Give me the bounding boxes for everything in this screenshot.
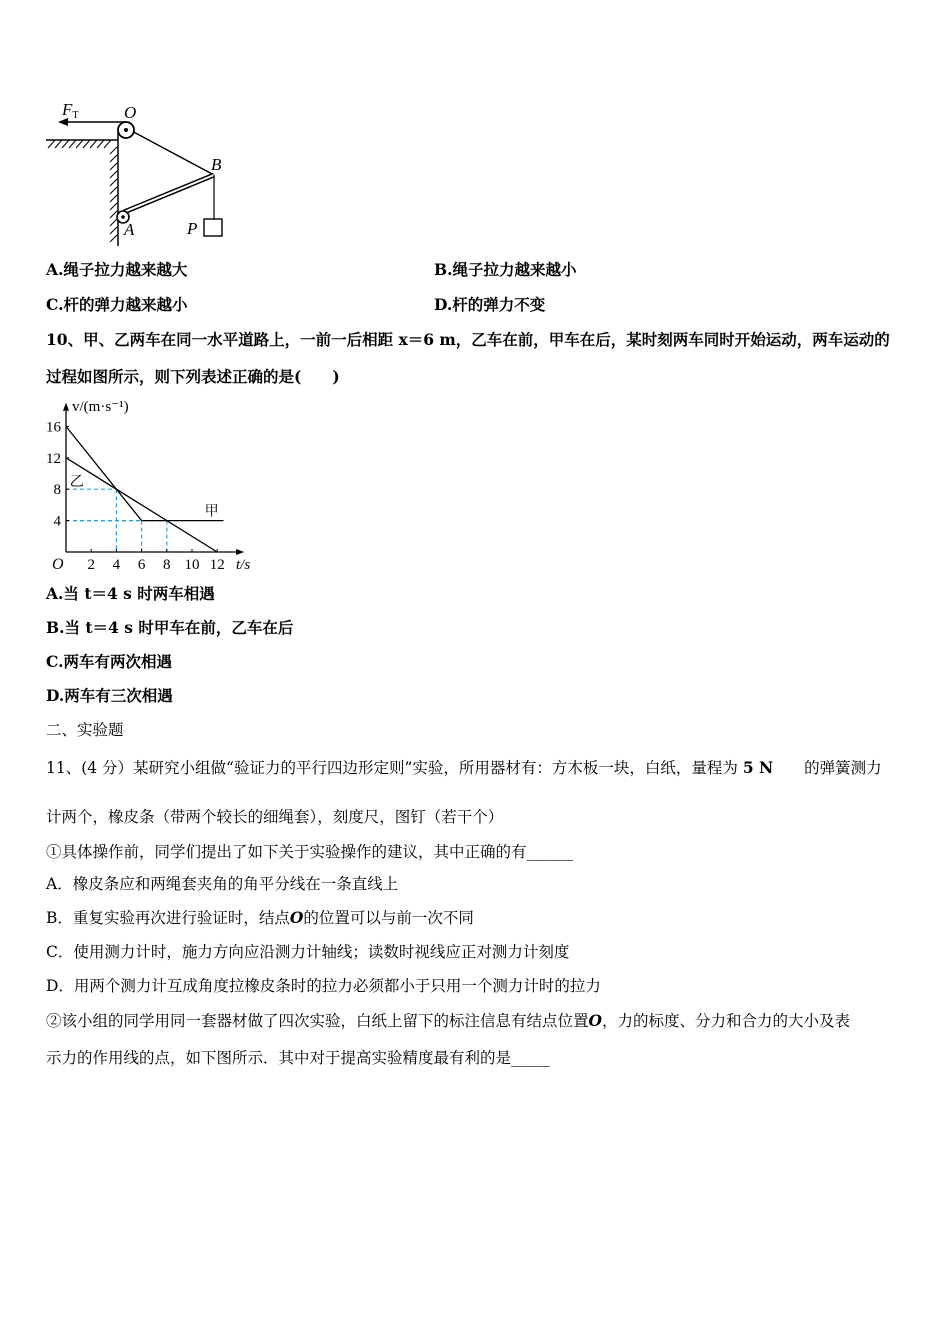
y-tick-label-2: 12 bbox=[46, 450, 61, 467]
x-tick-label-1: 4 bbox=[112, 557, 121, 573]
q9-option-d: D.杆的弹力不变 bbox=[434, 295, 546, 314]
vt-chart bbox=[40, 395, 270, 575]
q11-option-b-post: 的位置可以与前一次不同 bbox=[303, 909, 474, 927]
q9-option-c: C.杆的弹力越来越小 bbox=[46, 295, 188, 314]
q11-option-b-pre: B．重复实验再次进行验证时，结点 bbox=[46, 909, 290, 927]
label-b: B bbox=[211, 155, 222, 174]
y-axis-label: v/(m·s⁻¹) bbox=[72, 399, 129, 415]
q9-option-b: B.绳子拉力越来越小 bbox=[434, 260, 577, 279]
q11-option-b bbox=[46, 908, 474, 928]
y-tick-label-1: 8 bbox=[53, 482, 61, 499]
q10-option-c: C.两车有两次相遇 bbox=[46, 652, 172, 671]
q10-option-d: D.两车有三次相遇 bbox=[46, 686, 173, 705]
series-label-yi: 乙 bbox=[69, 475, 84, 491]
weight-p-icon bbox=[204, 219, 222, 236]
y-tick-label-0: 4 bbox=[53, 513, 61, 530]
q11-stem-line1 bbox=[46, 758, 882, 778]
x-tick-label-2: 6 bbox=[137, 557, 146, 573]
q11-stem-part1: 11、(4 分）某研究小组做“验证力的平行四边形定则”实验，所用器材有：方木板一块，白纸，量程为 bbox=[46, 759, 738, 777]
label-a: A bbox=[124, 220, 135, 239]
q11-sub2-o: O bbox=[588, 1011, 603, 1030]
q11-sub2-line2: 示力的作用线的点，如下图所示．其中对于提高实验精度最有利的是_____ bbox=[46, 1049, 550, 1067]
x-axis-label: t/s bbox=[236, 557, 251, 573]
q10-stem-line2: 过程如图所示，则下列表述正确的是( ) bbox=[46, 367, 340, 386]
x-tick-label-0: 2 bbox=[87, 557, 95, 573]
q11-option-d: D．用两个测力计互成角度拉橡皮条时的拉力必须都小于只用一个测力计时的拉力 bbox=[46, 977, 601, 995]
label-o: O bbox=[124, 103, 137, 122]
q11-sub2-pre: ②该小组的同学用同一套器材做了四次实验，白纸上留下的标注信息有结点位置 bbox=[46, 1012, 589, 1030]
rod-ab-inner bbox=[124, 175, 214, 212]
q11-stem-part2: 的弹簧测力 bbox=[804, 759, 882, 777]
q11-sub1: ①具体操作前，同学们提出了如下关于实验操作的建议，其中正确的有______ bbox=[46, 843, 574, 861]
q10-option-a: A.当 t＝4 s 时两车相遇 bbox=[46, 584, 215, 603]
x-axis-arrow-icon bbox=[236, 549, 244, 555]
y-axis-arrow-icon bbox=[63, 403, 69, 411]
q11-sub2-line1 bbox=[46, 1011, 850, 1031]
x-tick-label-5: 12 bbox=[209, 557, 225, 573]
q11-stem-line2: 计两个，橡皮条（带两个较长的细绳套），刻度尺，图钉（若干个） bbox=[46, 808, 504, 826]
series-label-jia: 甲 bbox=[204, 504, 219, 520]
label-ft: FT bbox=[62, 100, 79, 121]
q9-option-a: A.绳子拉力越来越大 bbox=[46, 260, 188, 279]
arrow-left-icon bbox=[58, 118, 68, 126]
label-p: P bbox=[187, 219, 198, 238]
ceiling-hatch bbox=[48, 140, 111, 148]
q10-option-b: B.当 t＝4 s 时甲车在前，乙车在后 bbox=[46, 618, 294, 637]
origin-label: O bbox=[52, 556, 64, 573]
pulley-o-axle bbox=[124, 128, 128, 132]
x-tick-label-3: 8 bbox=[163, 557, 171, 573]
pulley-rod-figure bbox=[44, 96, 244, 248]
wall-hatch bbox=[110, 146, 118, 242]
y-tick-label-3: 16 bbox=[46, 419, 61, 436]
section-title: 二、实验题 bbox=[46, 721, 124, 739]
hinge-a-axle bbox=[121, 215, 125, 219]
q11-option-c: C．使用测力计时，施力方向应沿测力计轴线；读数时视线应正对测力计刻度 bbox=[46, 943, 570, 961]
q11-option-a: A．橡皮条应和两绳套夹角的角平分线在一条直线上 bbox=[46, 875, 399, 893]
rope-diagonal bbox=[128, 129, 214, 175]
q10-stem-line1: 10、甲、乙两车在同一水平道路上，一前一后相距 x＝6 m，乙车在前，甲车在后，某时刻两车同时开始运动，两车运动的 bbox=[46, 330, 890, 349]
q11-option-b-o: O bbox=[289, 908, 304, 927]
q11-sub2-post: ，力的标度、分力和合力的大小及表 bbox=[602, 1012, 851, 1030]
x-tick-label-4: 10 bbox=[184, 557, 200, 573]
q11-stem-range: 5 N bbox=[742, 758, 774, 777]
